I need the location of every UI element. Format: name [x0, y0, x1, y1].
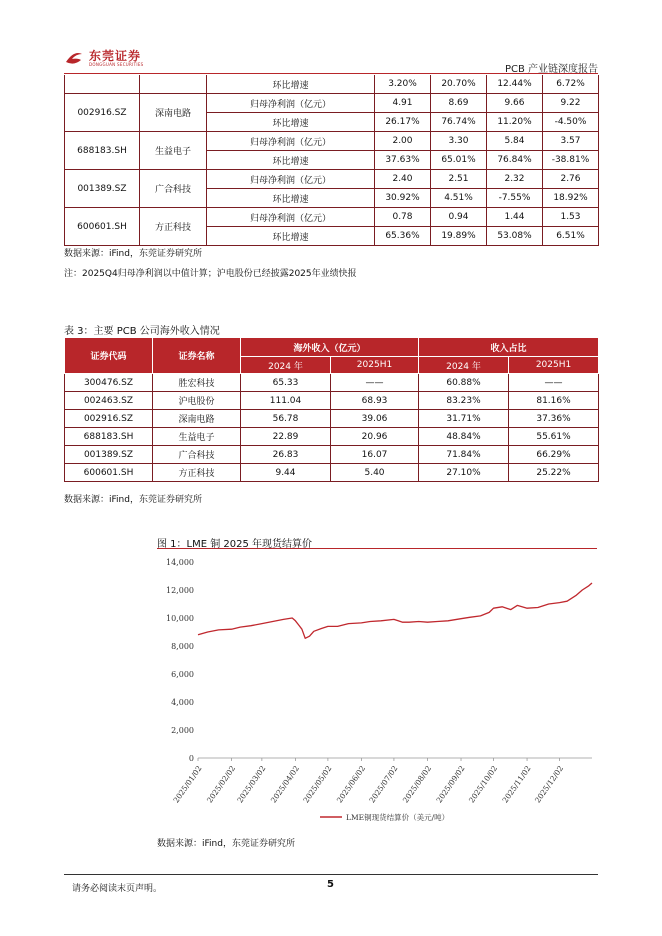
stock-name-cell: 深南电路 — [153, 410, 241, 428]
x-tick-label: 2025/07/02 — [367, 763, 400, 805]
y-tick-label: 2,000 — [171, 726, 194, 735]
metric-cell: 归母净利润（亿元） — [207, 170, 375, 189]
report-title: PCB 产业链深度报告 — [504, 64, 598, 75]
x-tick-label: 2025/01/02 — [171, 763, 204, 805]
value-cell: 16.07 — [331, 446, 419, 464]
stock-code-cell: 002463.SZ — [65, 392, 153, 410]
value-cell: 1.44 — [487, 208, 543, 227]
value-cell: 5.40 — [331, 464, 419, 482]
x-tick-label: 2025/12/02 — [532, 763, 566, 805]
stock-name-cell: 生益电子 — [153, 428, 241, 446]
value-cell: 0.78 — [375, 208, 431, 227]
value-cell: 71.84% — [419, 446, 509, 464]
value-cell: 65.33 — [241, 374, 331, 392]
figure-divider — [157, 548, 597, 549]
value-cell: 2.40 — [375, 170, 431, 189]
stock-code-cell: 300476.SZ — [65, 374, 153, 392]
table-row — [65, 410, 599, 428]
value-cell: 9.66 — [487, 94, 543, 113]
table-row — [65, 464, 599, 482]
value-cell: 9.22 — [543, 94, 599, 113]
value-cell: 8.69 — [431, 94, 487, 113]
metric-cell: 归母净利润（亿元） — [207, 208, 375, 227]
value-cell: 81.16% — [509, 392, 599, 410]
x-tick-label: 2025/05/02 — [301, 763, 334, 805]
value-cell: 2.76 — [543, 170, 599, 189]
stock-name-cell: 方正科技 — [140, 208, 207, 246]
value-cell: 26.83 — [241, 446, 331, 464]
overseas-income-table — [64, 337, 599, 482]
y-tick-label: 0 — [188, 754, 194, 763]
value-cell: 19.89% — [431, 227, 487, 246]
value-cell: 12.44% — [487, 75, 543, 94]
y-tick-label: 4,000 — [171, 698, 194, 707]
x-tick-label: 2025/03/02 — [235, 763, 268, 805]
x-tick-label: 2025/04/02 — [268, 763, 302, 805]
value-cell: 53.08% — [487, 227, 543, 246]
value-cell: 6.72% — [543, 75, 599, 94]
profit-table — [64, 75, 599, 246]
brand-logo — [64, 47, 143, 69]
header-2024-share: 2024 年 — [419, 357, 509, 374]
value-cell: 56.78 — [241, 410, 331, 428]
x-tick-label: 2025/02/02 — [205, 763, 238, 805]
y-tick-label: 14,000 — [166, 558, 194, 567]
table-row — [65, 75, 599, 94]
value-cell: 37.36% — [509, 410, 599, 428]
x-tick-label: 2025/08/02 — [400, 763, 434, 805]
series-line-lme-copper — [198, 583, 592, 638]
x-tick-label: 2025/06/02 — [334, 763, 368, 805]
value-cell: 18.92% — [543, 189, 599, 208]
figure-source: 数据来源：iFind，东莞证券研究所 — [157, 839, 295, 849]
value-cell: 111.04 — [241, 392, 331, 410]
stock-code-cell: 001389.SZ — [65, 170, 140, 208]
header-overseas-income: 海外收入（亿元） — [241, 338, 419, 357]
value-cell: 4.91 — [375, 94, 431, 113]
page-number: 5 — [327, 879, 334, 890]
stock-name-cell: 沪电股份 — [153, 392, 241, 410]
value-cell: -4.50% — [543, 113, 599, 132]
stock-name-cell: 广合科技 — [153, 446, 241, 464]
y-tick-label: 10,000 — [166, 614, 194, 623]
header-name: 证券名称 — [153, 338, 241, 374]
table-row — [65, 94, 599, 113]
value-cell: 0.94 — [431, 208, 487, 227]
value-cell: 37.63% — [375, 151, 431, 170]
value-cell: 48.84% — [419, 428, 509, 446]
stock-code-cell: 688183.SH — [65, 428, 153, 446]
value-cell: 9.44 — [241, 464, 331, 482]
value-cell: —— — [509, 374, 599, 392]
value-cell: 66.29% — [509, 446, 599, 464]
stock-name-cell: 生益电子 — [140, 132, 207, 170]
table1-note: 注：2025Q4归母净利润以中值计算；沪电股份已经披露2025年业绩快报 — [64, 269, 357, 279]
value-cell: 3.57 — [543, 132, 599, 151]
table-row — [65, 428, 599, 446]
footer-disclaimer: 请务必阅读末页声明。 — [72, 884, 163, 894]
metric-cell: 归母净利润（亿元） — [207, 132, 375, 151]
y-tick-label: 8,000 — [171, 642, 194, 651]
value-cell: 5.84 — [487, 132, 543, 151]
value-cell: -7.55% — [487, 189, 543, 208]
table-row — [65, 132, 599, 151]
value-cell: 3.20% — [375, 75, 431, 94]
stock-code-cell: 600601.SH — [65, 208, 140, 246]
stock-code-cell: 688183.SH — [65, 132, 140, 170]
table3-source: 数据来源：iFind，东莞证券研究所 — [64, 495, 202, 505]
value-cell: 3.30 — [431, 132, 487, 151]
value-cell: 2.00 — [375, 132, 431, 151]
value-cell: 60.88% — [419, 374, 509, 392]
table-row — [65, 170, 599, 189]
value-cell: 25.22% — [509, 464, 599, 482]
profit-table-body — [65, 75, 599, 246]
logo-text-en: DONGGUAN SECURITIES — [89, 61, 144, 67]
stock-name-cell: 胜宏科技 — [153, 374, 241, 392]
header-code: 证券代码 — [65, 338, 153, 374]
stock-code-cell: 600601.SH — [65, 464, 153, 482]
figure-title: 图 1：LME 铜 2025 年现货结算价 — [157, 539, 313, 550]
stock-code-cell: 002916.SZ — [65, 94, 140, 132]
value-cell: 68.93 — [331, 392, 419, 410]
value-cell: 11.20% — [487, 113, 543, 132]
header-share: 收入占比 — [419, 338, 599, 357]
overseas-income-table-body — [65, 374, 599, 482]
value-cell: 22.89 — [241, 428, 331, 446]
value-cell: -38.81% — [543, 151, 599, 170]
value-cell: 31.71% — [419, 410, 509, 428]
x-tick-label: 2025/11/02 — [500, 763, 533, 805]
value-cell: 20.70% — [431, 75, 487, 94]
value-cell: 30.92% — [375, 189, 431, 208]
value-cell: 27.10% — [419, 464, 509, 482]
stock-code-cell: 001389.SZ — [65, 446, 153, 464]
table-row — [65, 446, 599, 464]
metric-cell: 环比增速 — [207, 113, 375, 132]
value-cell: 76.84% — [487, 151, 543, 170]
value-cell: 76.74% — [431, 113, 487, 132]
value-cell: 1.53 — [543, 208, 599, 227]
copper-price-chart — [150, 550, 600, 832]
table3-title: 表 3：主要 PCB 公司海外收入情况 — [64, 326, 220, 337]
table1-source: 数据来源：iFind，东莞证券研究所 — [64, 249, 202, 259]
value-cell: 20.96 — [331, 428, 419, 446]
value-cell: 26.17% — [375, 113, 431, 132]
table-row — [65, 208, 599, 227]
metric-cell: 环比增速 — [207, 151, 375, 170]
table-row — [65, 392, 599, 410]
x-tick-label: 2025/09/02 — [434, 763, 467, 805]
value-cell: 4.51% — [431, 189, 487, 208]
value-cell: —— — [331, 374, 419, 392]
legend-label: LME铜现货结算价（美元/吨） — [346, 813, 450, 822]
value-cell: 65.01% — [431, 151, 487, 170]
value-cell: 65.36% — [375, 227, 431, 246]
footer-divider — [64, 874, 598, 875]
stock-name-cell: 广合科技 — [140, 170, 207, 208]
header-2024: 2024 年 — [241, 357, 331, 374]
metric-cell: 归母净利润（亿元） — [207, 94, 375, 113]
logo-text-cn: 东莞证券 — [89, 48, 142, 63]
value-cell: 83.23% — [419, 392, 509, 410]
table-row — [65, 374, 599, 392]
header-2025h1-share: 2025H1 — [509, 357, 599, 374]
x-tick-label: 2025/10/02 — [466, 763, 500, 805]
metric-cell: 环比增速 — [207, 75, 375, 94]
value-cell: 2.32 — [487, 170, 543, 189]
logo-mark-icon — [64, 50, 84, 66]
metric-cell: 环比增速 — [207, 189, 375, 208]
value-cell: 6.51% — [543, 227, 599, 246]
y-tick-label: 12,000 — [166, 586, 194, 595]
header-2025h1: 2025H1 — [331, 357, 419, 374]
stock-name-cell — [140, 75, 207, 94]
stock-code-cell — [65, 75, 140, 94]
header-divider — [64, 73, 598, 74]
metric-cell: 环比增速 — [207, 227, 375, 246]
value-cell: 55.61% — [509, 428, 599, 446]
stock-name-cell: 方正科技 — [153, 464, 241, 482]
y-tick-label: 6,000 — [171, 670, 194, 679]
value-cell: 2.51 — [431, 170, 487, 189]
stock-code-cell: 002916.SZ — [65, 410, 153, 428]
value-cell: 39.06 — [331, 410, 419, 428]
stock-name-cell: 深南电路 — [140, 94, 207, 132]
